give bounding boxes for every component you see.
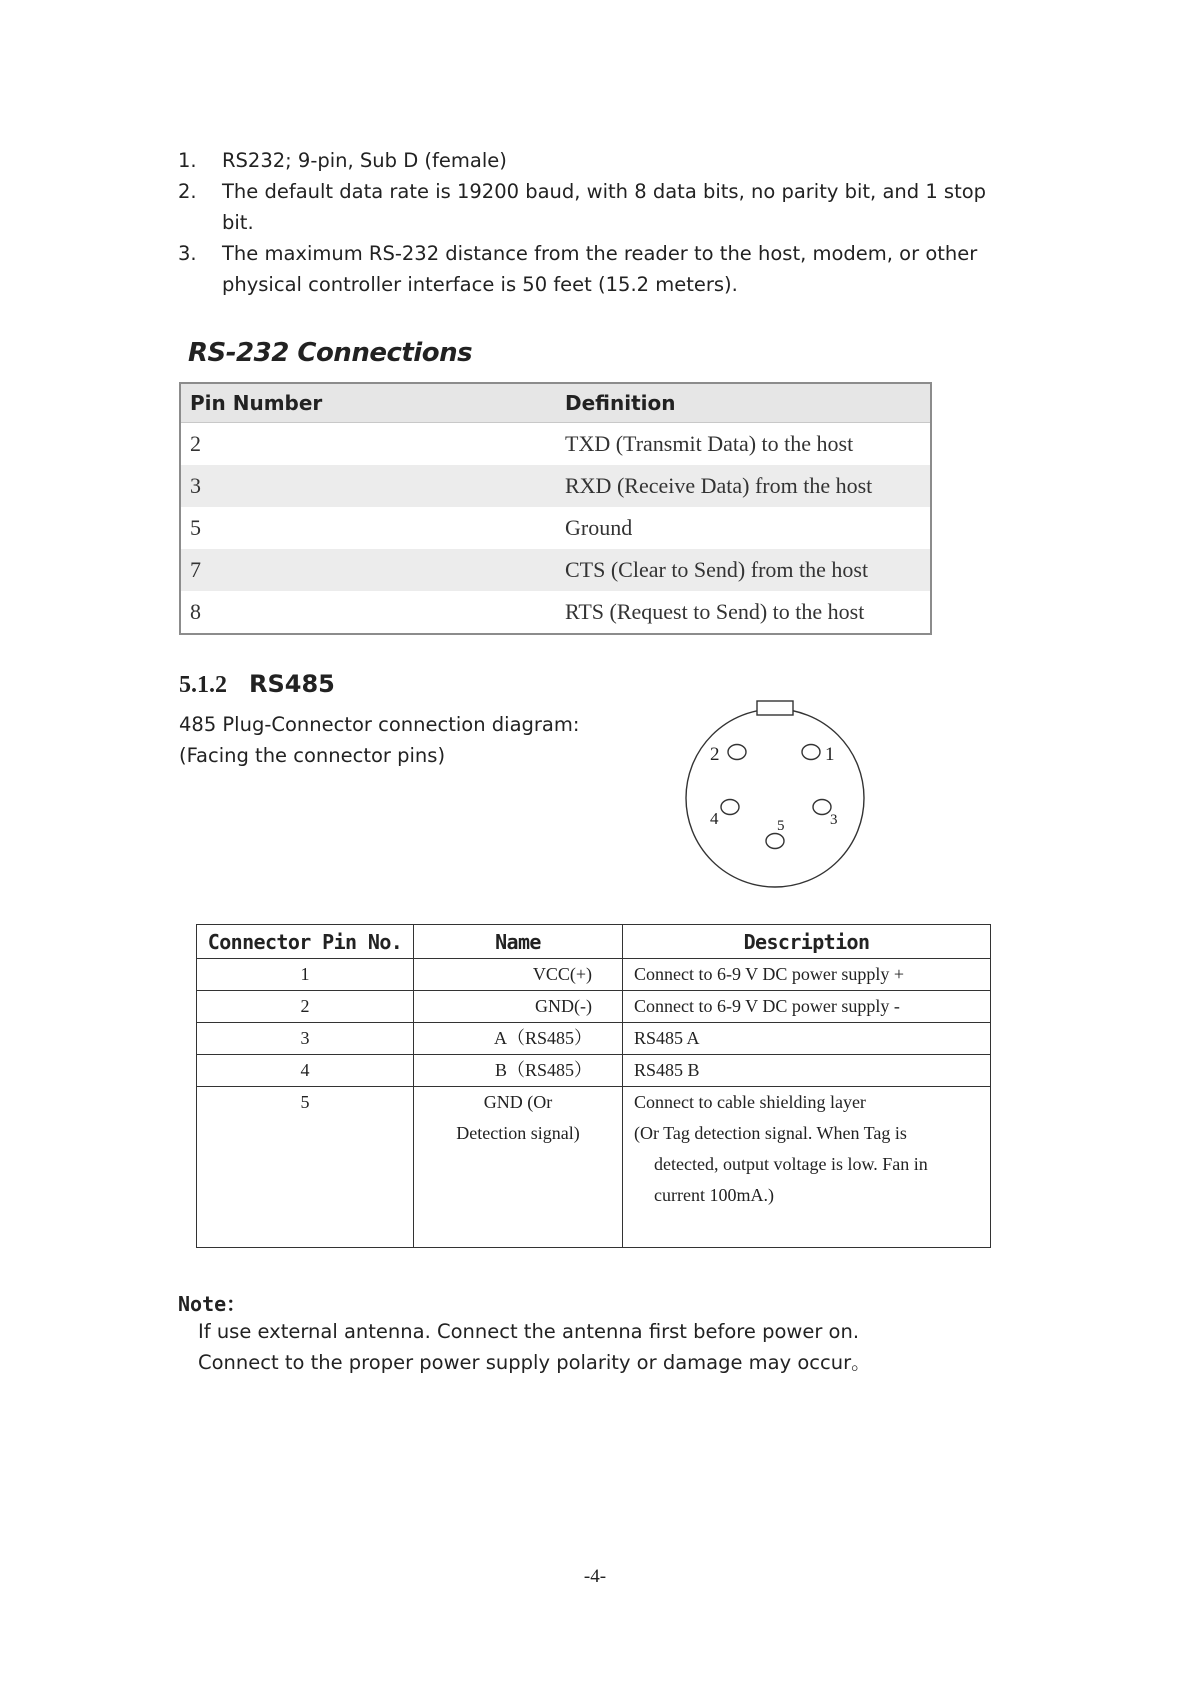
table-row — [197, 1087, 991, 1248]
header-name: Name — [414, 925, 623, 959]
description-line: current 100mA.) — [654, 1185, 774, 1205]
definition-cell: TXD (Transmit Data) to the host — [565, 431, 854, 456]
pin-label-1: 1 — [825, 744, 835, 765]
pin-5-hole — [766, 834, 784, 849]
caption-line: (Facing the connector pins) — [179, 744, 446, 767]
list-item: 2. The default data rate is 19200 baud, with 8 data bits, no parity bit, and 1 stop bit. — [178, 180, 987, 234]
connector-pin-diagram — [680, 700, 870, 890]
description-cell — [623, 1087, 991, 1248]
rs485-pin-table — [196, 924, 991, 1248]
pin-cell: 2 — [197, 991, 414, 1023]
name-line: Detection signal) — [456, 1123, 580, 1143]
name-cell: GND(-) — [414, 991, 623, 1023]
table-row — [180, 507, 931, 549]
pin-cell: 4 — [197, 1055, 414, 1087]
header-pin-number: Pin Number — [180, 383, 556, 423]
note-label: Note： — [178, 1292, 247, 1316]
table-row — [180, 423, 931, 466]
connector-key — [757, 701, 793, 715]
description-cell: RS485 A — [623, 1023, 991, 1055]
connector-outline — [686, 709, 864, 887]
table-header-row — [197, 925, 991, 959]
page-number: -4- — [583, 1566, 607, 1587]
list-item: 3. The maximum RS-232 distance from the reader to the host, modem, or other physical controller interface is 50 feet (15.2 meters). — [178, 242, 978, 296]
pin-label-4: 4 — [710, 809, 719, 828]
header-connector-pin: Connector Pin No. — [197, 925, 414, 959]
rs232-table — [179, 382, 932, 635]
definition-cell: RTS (Request to Send) to the host — [565, 599, 865, 624]
section-title: RS485 — [249, 670, 335, 698]
intro-list — [178, 145, 1018, 300]
description-cell: Connect to 6-9 V DC power supply - — [623, 991, 991, 1023]
description-line: (Or Tag detection signal. When Tag is — [634, 1123, 907, 1143]
pin-cell: 3 — [197, 1023, 414, 1055]
header-definition: Definition — [556, 383, 931, 423]
table-header-row — [180, 383, 931, 423]
table-row — [180, 549, 931, 591]
pin-label-5: 5 — [777, 818, 785, 834]
section-number: 5.1.2 — [179, 672, 227, 698]
pin-label-3: 3 — [830, 812, 838, 828]
description-cell: Connect to 6-9 V DC power supply + — [623, 959, 991, 991]
pin-3-hole — [813, 800, 831, 815]
description-line: detected, output voltage is low. Fan in — [654, 1154, 928, 1174]
rs232-heading: RS-232 Connections — [188, 338, 473, 368]
definition-cell: CTS (Clear to Send) from the host — [556, 549, 931, 591]
pin-label-2: 2 — [710, 744, 720, 765]
pin-cell: 7 — [180, 549, 556, 591]
list-item: 1. RS232; 9-pin, Sub D (female) — [178, 149, 507, 172]
pin-4-hole — [721, 800, 739, 815]
caption-line: 485 Plug-Connector connection diagram: — [179, 713, 580, 736]
pin-1-hole — [802, 745, 820, 760]
table-row — [197, 959, 991, 991]
pin-cell: 2 — [190, 431, 201, 456]
table-row — [180, 465, 931, 507]
name-cell: VCC(+) — [414, 959, 623, 991]
note-list — [198, 1316, 871, 1378]
table-row — [197, 1023, 991, 1055]
pin-cell: 8 — [190, 599, 201, 624]
table-row — [180, 591, 931, 634]
name-cell: B（RS485） — [414, 1055, 623, 1087]
diagram-caption — [179, 709, 579, 771]
pin-cell: 5 — [190, 515, 201, 540]
table-row — [197, 991, 991, 1023]
pin-cell: 3 — [180, 465, 556, 507]
header-description: Description — [623, 925, 991, 959]
rs485-heading — [179, 670, 335, 699]
note-line: Connect to the proper power supply polarity or damage may occur。 — [198, 1351, 871, 1374]
name-line: GND (Or — [483, 1092, 553, 1112]
pin-cell: 5 — [197, 1087, 414, 1248]
definition-cell: RXD (Receive Data) from the host — [556, 465, 931, 507]
description-cell: RS485 B — [623, 1055, 991, 1087]
pin-2-hole — [728, 745, 746, 760]
name-cell: A（RS485） — [414, 1023, 623, 1055]
definition-cell: Ground — [565, 515, 633, 540]
description-line: Connect to cable shielding layer — [634, 1092, 866, 1112]
table-row — [197, 1055, 991, 1087]
pin-cell: 1 — [197, 959, 414, 991]
name-cell — [414, 1087, 623, 1248]
note-line: If use external antenna. Connect the antenna first before power on. — [198, 1320, 860, 1343]
